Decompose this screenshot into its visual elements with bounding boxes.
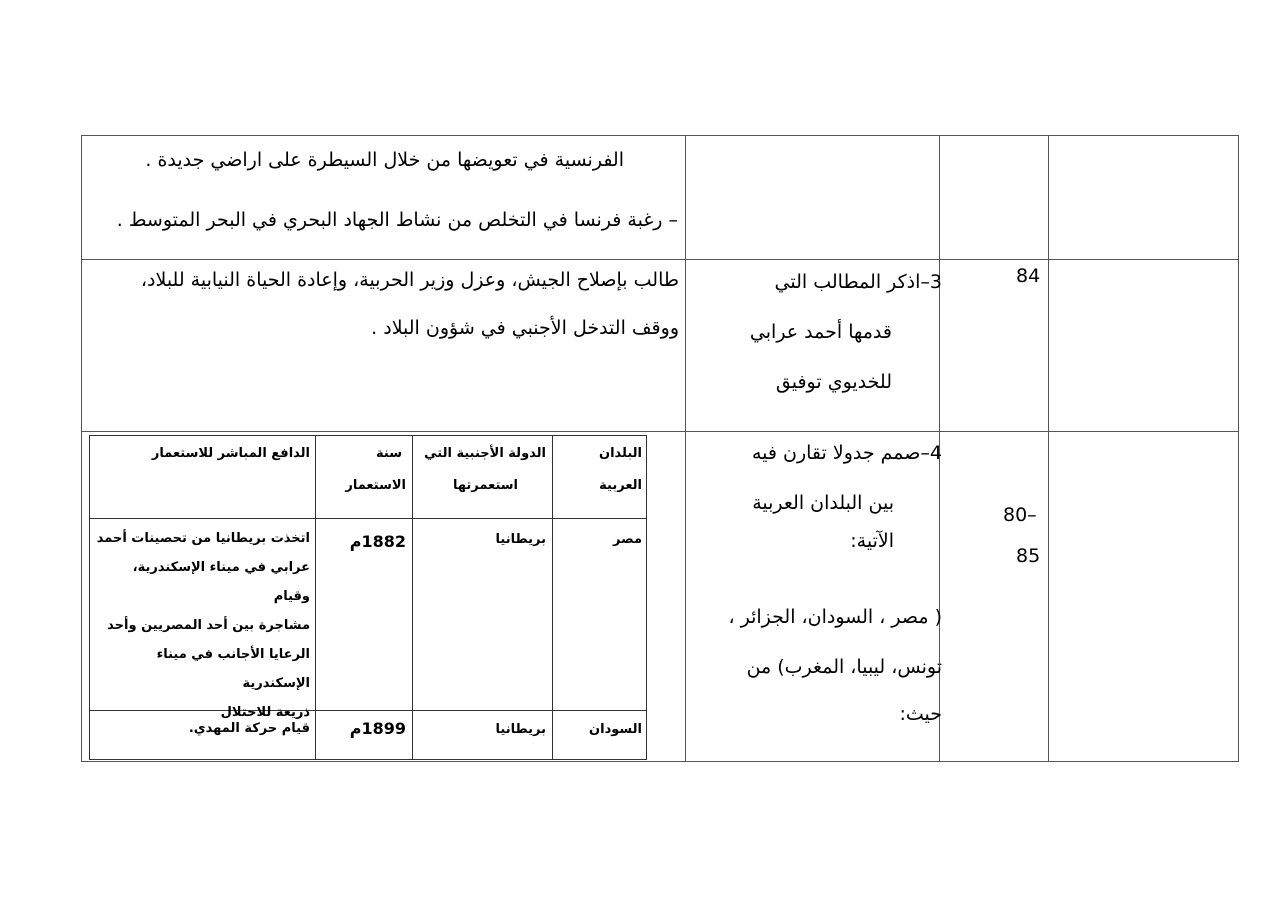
row-divider <box>82 431 1238 432</box>
header-country: البلدان العربية <box>598 446 642 493</box>
cell-colonial-power: بريطانيا <box>495 722 546 737</box>
cell-country: السودان <box>589 722 642 737</box>
header-year <box>315 438 406 502</box>
header-line: سنة <box>376 446 402 461</box>
lesson-table <box>81 135 1239 762</box>
answer-line: الفرنسية في تعويضها من خلال السيطرة على اراضي جديدة . <box>145 149 624 171</box>
page-number: 84 <box>1016 265 1041 287</box>
motive-line: عرابي في ميناء الإسكندرية، وقيام <box>132 560 310 604</box>
inner-row-divider <box>90 518 646 519</box>
row-divider <box>82 259 1238 260</box>
question-line: قدمها أحمد عرابي <box>749 321 892 343</box>
question-line: للخديوي توفيق <box>775 371 892 393</box>
question-text <box>694 428 942 736</box>
header-line: الدولة الأجنبية التي <box>424 446 546 461</box>
question-line: ( مصر ، السودان، الجزائر ، <box>728 606 942 628</box>
question-text <box>694 257 942 407</box>
page-range-end: 85 <box>1016 545 1041 567</box>
motive-line: اتخذت بريطانيا من تحصينات أحمد <box>96 531 310 546</box>
answer-line: طالب بإصلاح الجيش، وعزل وزير الحربية، وإعادة الحياة النيابية للبلاد، <box>140 269 679 291</box>
answer-line: – رغبة فرنسا في التخلص من نشاط الجهاد البحري في البحر المتوسط . <box>116 209 678 231</box>
cell-year: 1899م <box>349 719 406 738</box>
question-spacer <box>694 554 942 592</box>
motive-line: الرعايا الأجانب في ميناء الإسكندرية <box>156 647 310 691</box>
page-range-start: 80– <box>1003 504 1037 526</box>
header-motive: الدافع المباشر للاستعمار <box>151 446 310 461</box>
question-line: حيث: <box>899 703 942 725</box>
header-line: استعمرتها <box>452 478 518 493</box>
header-line: الاستعمار <box>345 478 406 493</box>
comparison-table <box>89 435 647 760</box>
question-line: 4–صمم جدولا تقارن فيه <box>751 442 942 464</box>
cell-country: مصر <box>613 532 642 547</box>
question-line: تونس، ليبيا، المغرب) من <box>746 656 942 678</box>
question-line: الآتية: <box>850 530 894 552</box>
question-line: 3–اذكر المطالب التي <box>774 271 942 293</box>
column-divider <box>1048 136 1049 761</box>
cell-motive: قيام حركة المهدي. <box>188 721 310 736</box>
cell-colonial-power: بريطانيا <box>495 532 546 547</box>
answer-line: ووقف التدخل الأجنبي في شؤون البلاد . <box>371 317 679 339</box>
motive-line: مشاجرة بين أحد المصريين وأحد <box>107 618 310 633</box>
question-line: بين البلدان العربية <box>752 492 894 514</box>
column-divider <box>685 136 686 761</box>
cell-motive <box>94 524 310 727</box>
header-colonial-power <box>412 438 546 502</box>
cell-year: 1882م <box>349 532 406 551</box>
motive-line: ذريعة للاحتلال <box>220 705 310 720</box>
